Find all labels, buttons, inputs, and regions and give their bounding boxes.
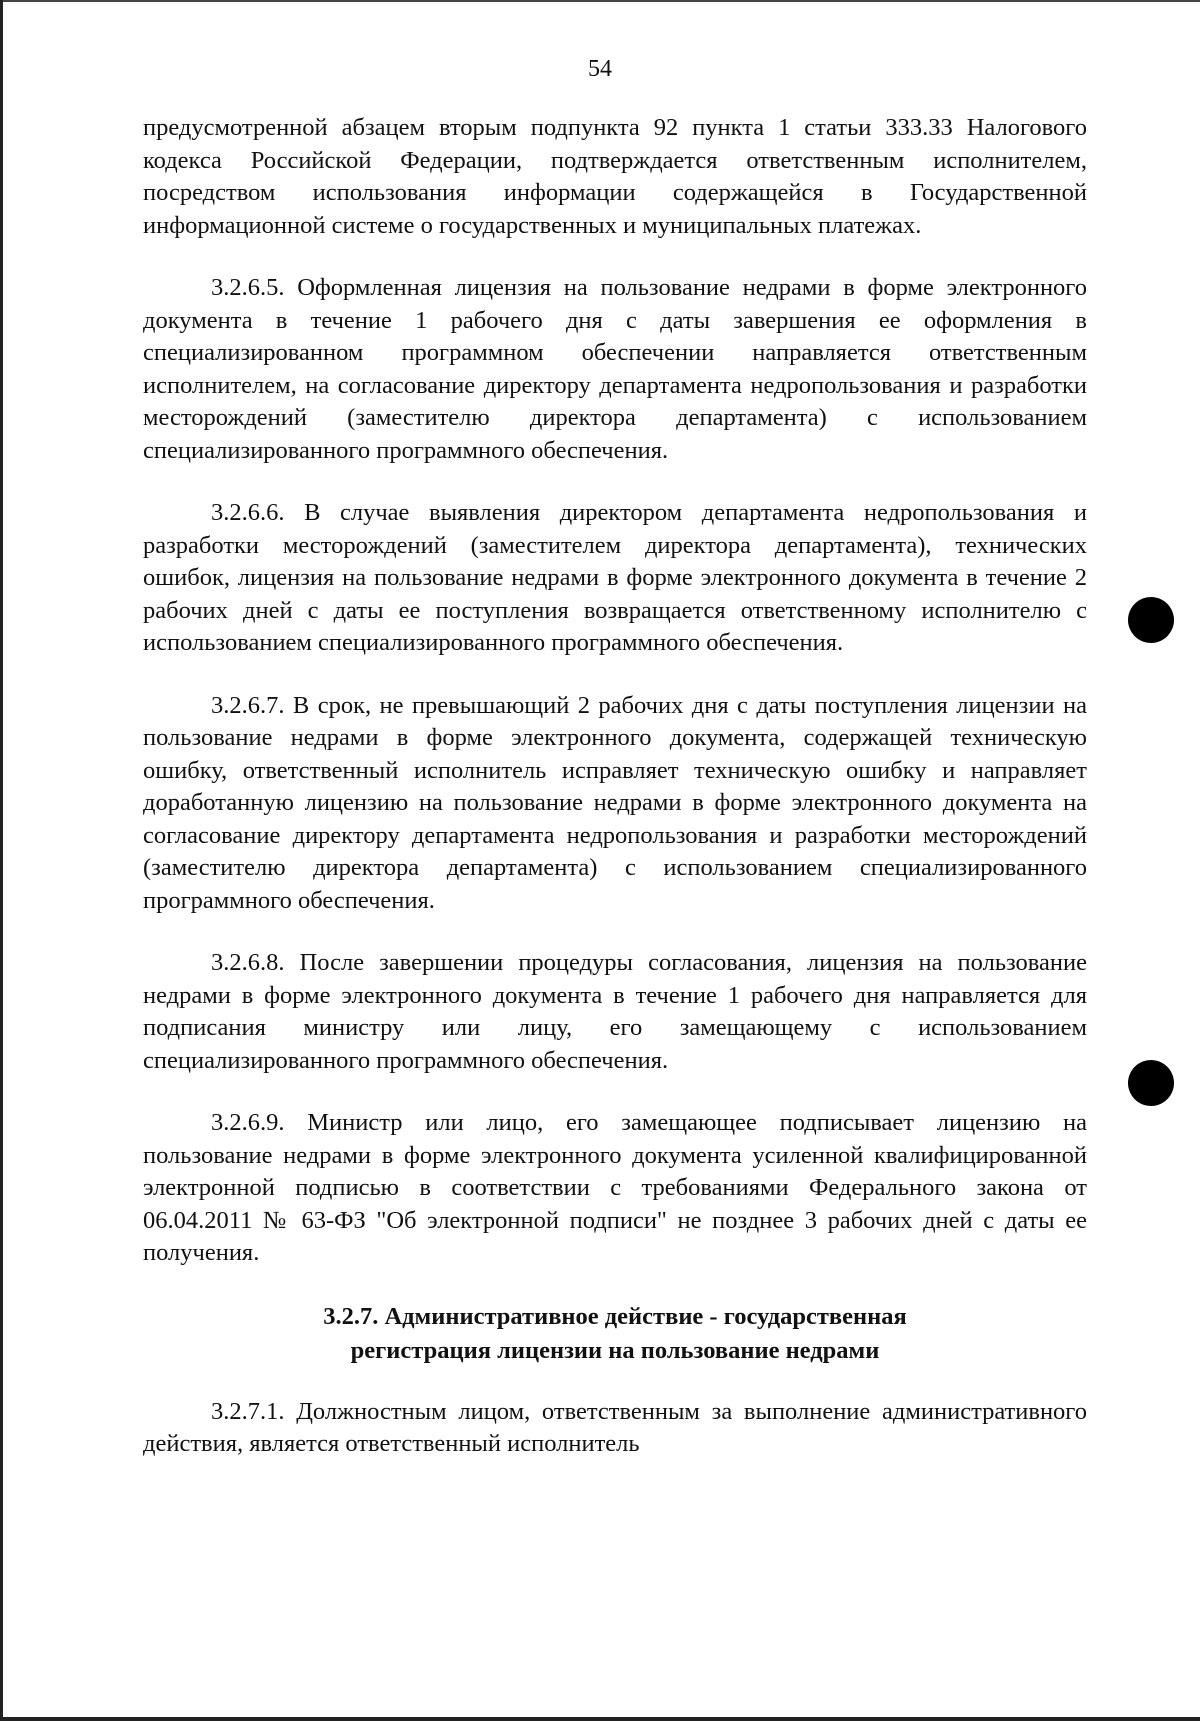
punch-hole-mark: [1128, 1060, 1174, 1106]
paragraph-3-2-6-8: 3.2.6.8. После завершении процедуры согласования, лицензия на пользование недрами в форме электронного документа в течение 1 рабочего дня направляется для подписания министру или лицу, его замещающему с использованием специализированного программного обеспечения.: [143, 949, 1087, 1074]
paragraph-3-2-7-1: 3.2.7.1. Должностным лицом, ответственным за выполнение административного действия, является ответственный исполнитель: [143, 1397, 1087, 1457]
paragraph-3-2-6-6: 3.2.6.6. В случае выявления директором департамента недропользования и разработки месторождений (заместителем директора департамента), технических ошибок, лицензия на пользование недрами в форме электронного документа в течение 2 рабочих дней с даты ее поступления возвращается ответственному исполнителю с использованием специализированного программного обеспечения.: [143, 499, 1087, 656]
paragraph-continuation: предусмотренной абзацем вторым подпункта 92 пункта 1 статьи 333.33 Налогового кодекса Российской Федерации, подтверждается ответственным исполнителем, посредством использования информации содержащейся в Государственной информационной системе о государственных и муниципальных платежах.: [143, 114, 1087, 239]
paragraph-3-2-6-9: 3.2.6.9. Министр или лицо, его замещающее подписывает лицензию на пользование недрами в форме электронного документа усиленной квалифицированной электронной подписью в соответствии с требованиями Федерального закона от 06.04.2011 № 63-ФЗ "Об электронной подписи" не позднее 3 рабочих дней с даты ее получения.: [143, 1109, 1087, 1266]
section-heading-line-2: регистрация лицензии на пользование недрами: [350, 1336, 880, 1364]
scan-edge-top: [0, 0, 1200, 2]
paragraph-3-2-6-7: 3.2.6.7. В срок, не превышающий 2 рабочих дня с даты поступления лицензии на пользование недрами в форме электронного документа, содержащей техническую ошибку, ответственный исполнитель исправляет техническую ошибку и направляет доработанную лицензию на пользование недрами в форме электронного документа на согласование директору департамента недропользования и разработки месторождений (заместителю директора департамента) с использованием специализированного программного обеспечения.: [143, 691, 1087, 914]
scan-edge-bottom: [0, 1717, 1200, 1721]
paragraph-3-2-6-5: 3.2.6.5. Оформленная лицензия на пользование недрами в форме электронного документа в течение 1 рабочего дня с даты завершения ее оформления в специализированном программном обеспечении направляется ответственным исполнителем, на согласование директору департамента недропользования и разработки месторождений (заместителю директора департамента) с использованием специализированного программного обеспечения.: [143, 274, 1087, 464]
scan-edge-left: [0, 0, 3, 1721]
punch-hole-mark: [1128, 597, 1174, 643]
section-heading-3-2-7: [143, 1300, 1087, 1368]
document-body: [143, 112, 1087, 1461]
page-number: 54: [588, 56, 612, 82]
section-heading-line-1: 3.2.7. Административное действие - государственная: [323, 1302, 907, 1330]
